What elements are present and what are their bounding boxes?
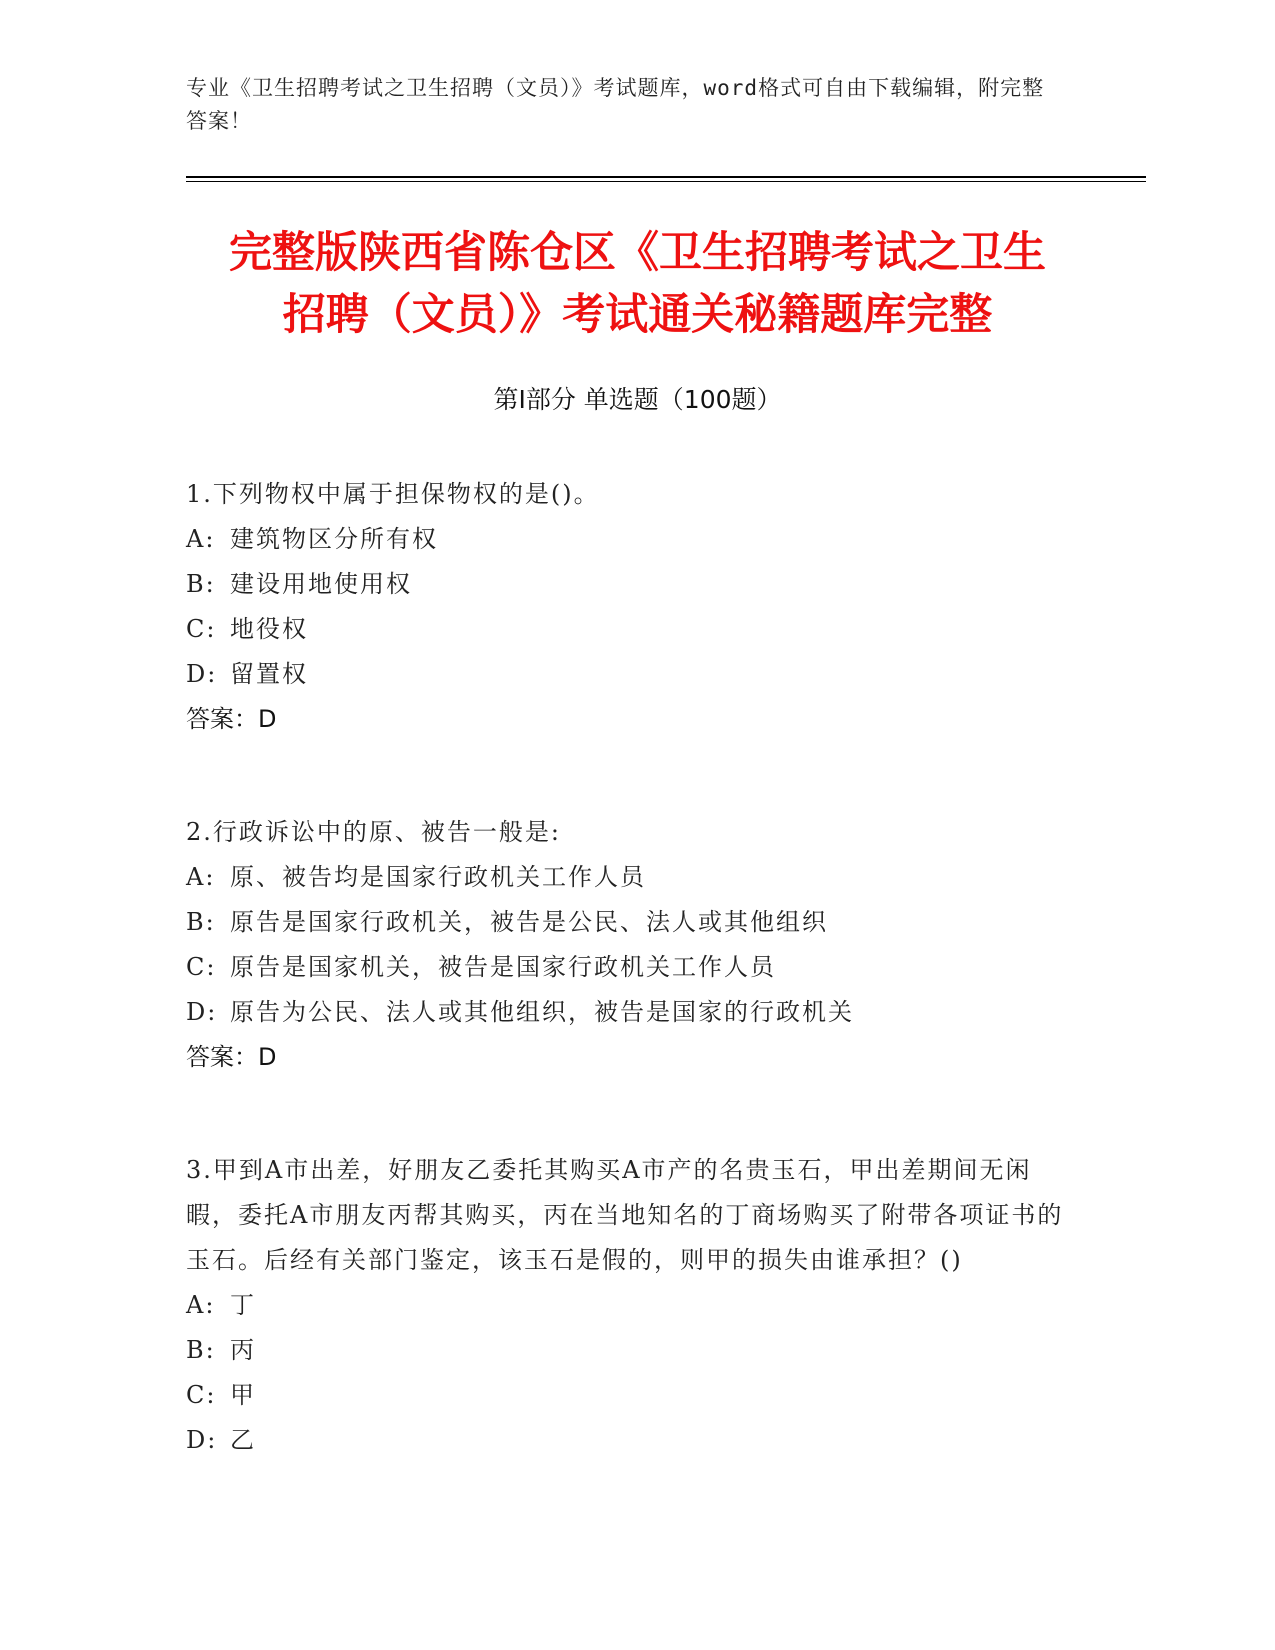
option-c	[186, 1373, 1066, 1418]
question-1	[186, 472, 1066, 742]
option-letter: B:	[186, 1336, 216, 1364]
option-b	[186, 1328, 1066, 1373]
question-spacer	[186, 742, 1066, 810]
option-letter: A:	[186, 525, 216, 553]
option-letter: C:	[186, 615, 217, 643]
option-letter: B:	[186, 570, 216, 598]
question-spacer	[186, 1080, 1066, 1148]
option-a	[186, 1283, 1066, 1328]
question-3	[186, 1148, 1066, 1463]
question-stem: 3.甲到A市出差，好朋友乙委托其购买A市产的名贵玉石，甲出差期间无闲暇，委托A市朋友丙帮其购买，丙在当地知名的丁商场购买了附带各项证书的玉石。后经有关部门鉴定，该玉石是假的，则甲的损失由谁承担？()	[186, 1156, 1064, 1274]
option-d	[186, 652, 1066, 697]
title-line: 完整版陕西省陈仓区《卫生招聘考试之卫生	[229, 228, 1046, 278]
option-letter: C:	[186, 953, 217, 981]
answer-line: 答案：D	[186, 705, 277, 733]
option-text: 留置权	[230, 660, 308, 688]
option-text: 原告为公民、法人或其他组织，被告是国家的行政机关	[230, 998, 854, 1026]
option-letter: A:	[186, 863, 216, 891]
option-c	[186, 945, 1066, 990]
option-d	[186, 990, 1066, 1035]
option-a	[186, 517, 1066, 562]
option-text: 甲	[230, 1381, 256, 1409]
answer-line: 答案：D	[186, 1043, 277, 1071]
option-text: 乙	[230, 1426, 256, 1454]
question-list	[186, 472, 1066, 1463]
option-text: 原告是国家机关，被告是国家行政机关工作人员	[230, 953, 776, 981]
option-letter: C:	[186, 1381, 217, 1409]
option-letter: D:	[186, 660, 218, 688]
document-title	[160, 222, 1115, 346]
option-b	[186, 562, 1066, 607]
header-note: 专业《卫生招聘考试之卫生招聘（文员）》考试题库，word格式可自由下载编辑，附完整答案！	[186, 76, 1045, 133]
title-line: 招聘（文员）》考试通关秘籍题库完整	[282, 290, 993, 340]
option-a	[186, 855, 1066, 900]
question-stem: 1.下列物权中属于担保物权的是()。	[186, 480, 600, 508]
option-text: 建筑物区分所有权	[230, 525, 438, 553]
option-letter: B:	[186, 908, 216, 936]
option-letter: A:	[186, 1291, 216, 1319]
option-b	[186, 900, 1066, 945]
option-text: 丙	[230, 1336, 256, 1364]
header-rule-thick	[186, 176, 1146, 178]
question-stem: 2.行政诉讼中的原、被告一般是:	[186, 818, 561, 846]
option-letter: D:	[186, 1426, 218, 1454]
option-text: 建设用地使用权	[230, 570, 412, 598]
option-d	[186, 1418, 1066, 1463]
option-text: 丁	[230, 1291, 256, 1319]
question-2	[186, 810, 1066, 1080]
option-letter: D:	[186, 998, 218, 1026]
option-text: 原告是国家行政机关，被告是公民、法人或其他组织	[230, 908, 828, 936]
option-c	[186, 607, 1066, 652]
section-title: 第I部分 单选题（100题）	[493, 385, 782, 414]
option-text: 原、被告均是国家行政机关工作人员	[230, 863, 646, 891]
option-text: 地役权	[230, 615, 308, 643]
header-rule-thin	[186, 181, 1146, 182]
